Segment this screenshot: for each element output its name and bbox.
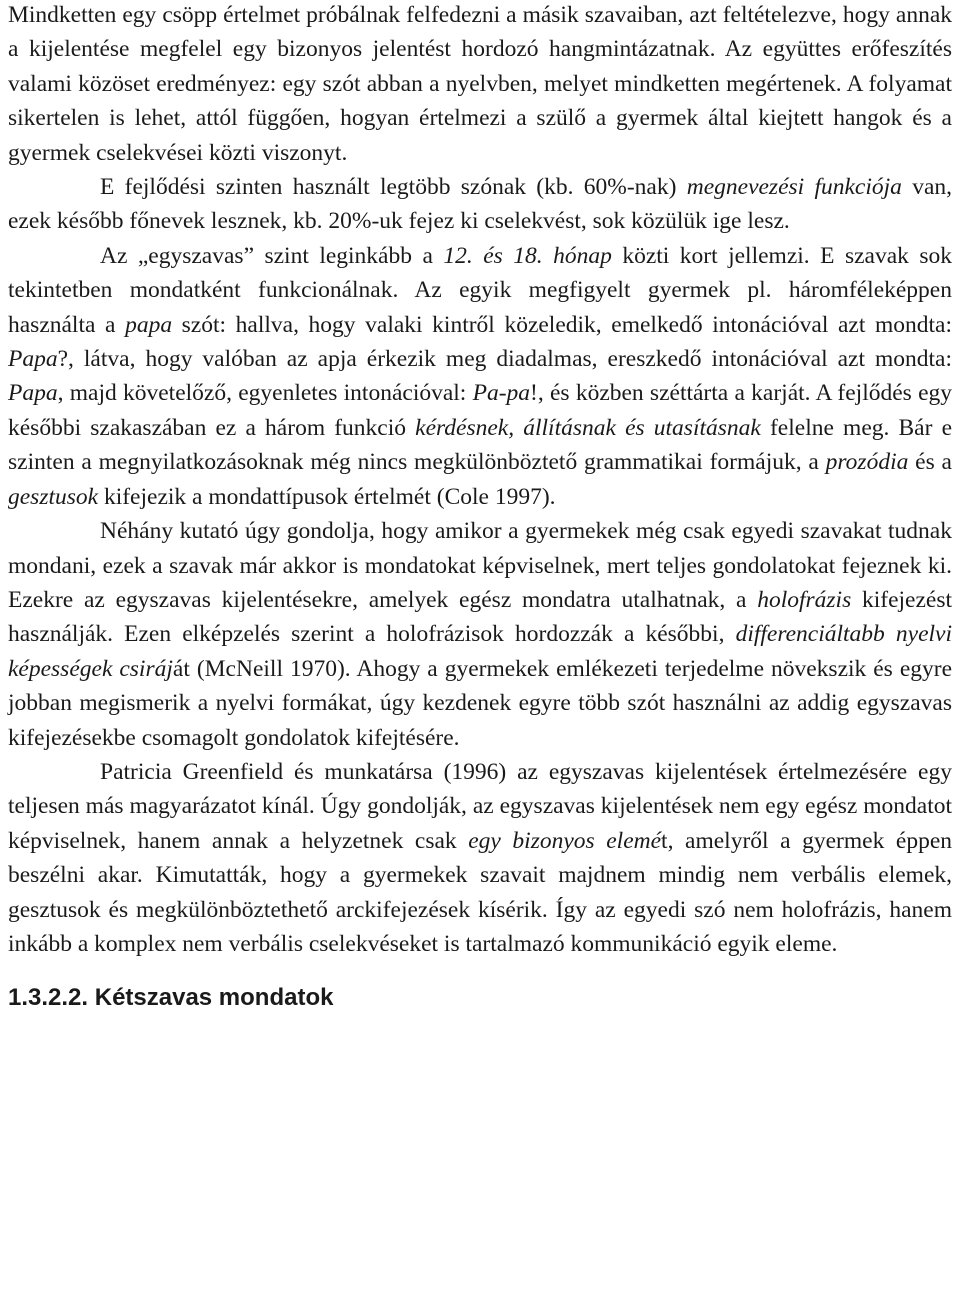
text-run: Mindketten egy csöpp értelmet próbálnak felfedezni a másik szavaiban, azt feltételezve, hogy annak a kijelentése megfelel egy bizonyos jelentést hordozó hangmintázatnak. Az együttes erőfeszítés valami közöset eredményez: egy szót abban a nyelvben, melyet mindketten megértenek. A folyamat sikertelen is lehet, attól függően, hogyan értelmezi a szülő a gyermek által kiejtett hangok és a gyermek cselekvései közti viszonyt.: [8, 2, 952, 166]
text-run: át (McNeill 1970). Ahogy a gyermekek emlékezeti terjedelme növekszik és egyre jobban megismerik a nyelvi formákat, úgy kezdenek egyre több szót használni az addig egyszavas kifejezésekbe csomagolt gondolatok kifejtésére.: [8, 655, 953, 751]
text-run: kifejezést használják. Ezen elképzelés szerint a holofrázisok hordozzák a későbbi,: [8, 586, 952, 648]
italic-term: kérdésnek, állításnak és utasításnak: [415, 414, 761, 441]
paragraph-4: [8, 514, 952, 755]
italic-term: differenciáltabb nyelvi képességek csiráj: [8, 621, 952, 682]
paragraph-5: [8, 755, 952, 961]
text-run: közti kort jellemzi. E szavak sok tekintetben mondatként funkcionálnak. Az egyik megfigyelt gyermek pl. háromféleképpen használta a: [8, 242, 952, 338]
text-run: van, ezek később főnevek lesznek, kb. 20%-uk fejez ki cselekvést, sok közülük ige lesz.: [8, 174, 953, 235]
text-run: t, amelyről a gyermek éppen beszélni akar. Kimutatták, hogy a gyermekek szavait majdnem mindig nem verbális elemek, gesztusok és megkülönböztethető arckifejezések kísérik. Így az egyedi szó nem holofrázis, hanem inkább a komplex nem verbális cselekvéseket is tartalmazó kommunikáció egyik eleme.: [8, 827, 953, 957]
text-run: E fejlődési szinten használt legtöbb szónak (kb. 60%-nak): [100, 174, 687, 201]
italic-term: gesztusok: [8, 483, 99, 510]
text-run: !, és közben széttárta a karját. A fejlődés egy későbbi szakaszában ez a három funkció: [8, 380, 952, 441]
italic-term: megnevezési funkciója: [686, 174, 902, 201]
italic-term: holofrázis: [757, 586, 852, 613]
text-run: Néhány kutató úgy gondolja, hogy amikor a gyermekek még csak egyedi szavakat tudnak mondani, ezek a szavak már akkor is mondatokat képviselnek, mert teljes gondolatokat fejeznek ki. Ezekre az egyszavas kijelentésekre, amelyek egész mondatra utalhatnak, a: [8, 518, 952, 613]
text-run: Az „egyszavas” szint leginkább a: [100, 242, 444, 269]
italic-term: papa: [125, 311, 173, 338]
italic-term: egy bizonyos elemé: [468, 827, 662, 854]
paragraph-1: [8, 0, 952, 170]
italic-term: Papa: [8, 380, 58, 407]
paragraph-3: [8, 239, 952, 514]
section-heading: 1.3.2.2. Kétszavas mondatok: [8, 984, 334, 1012]
paragraph-2: [8, 170, 952, 239]
text-run: és a: [908, 449, 952, 476]
text-run: Patricia Greenfield és munkatársa (1996) az egyszavas kijelentések értelmezésére egy teljesen más magyarázatot kínál. Úgy gondolják, az egyszavas kijelentések nem egy egész mondatot képviselnek, hanem annak a helyzetnek csak: [8, 758, 952, 854]
text-run: felelne meg. Bár e szinten a megnyilatkozásoknak még nincs megkülönböztető grammatikai formájuk, a: [8, 414, 953, 476]
text-run: , majd követelőző, egyenletes intonációval:: [57, 380, 473, 407]
italic-term: Papa: [8, 346, 58, 373]
text-run: szót: hallva, hogy valaki kintről közeledik, emelkedő intonációval azt mondta:: [172, 311, 952, 338]
text-run: kifejezik a mondattípusok értelmét (Cole 1997).: [98, 483, 556, 510]
italic-term: Pa-pa: [472, 380, 531, 407]
text-run: ?, látva, hogy valóban az apja érkezik meg diadalmas, ereszkedő intonációval azt mondta:: [57, 346, 952, 373]
italic-term: prozódia: [825, 449, 909, 476]
italic-term: 12. és 18. hónap: [443, 242, 612, 269]
